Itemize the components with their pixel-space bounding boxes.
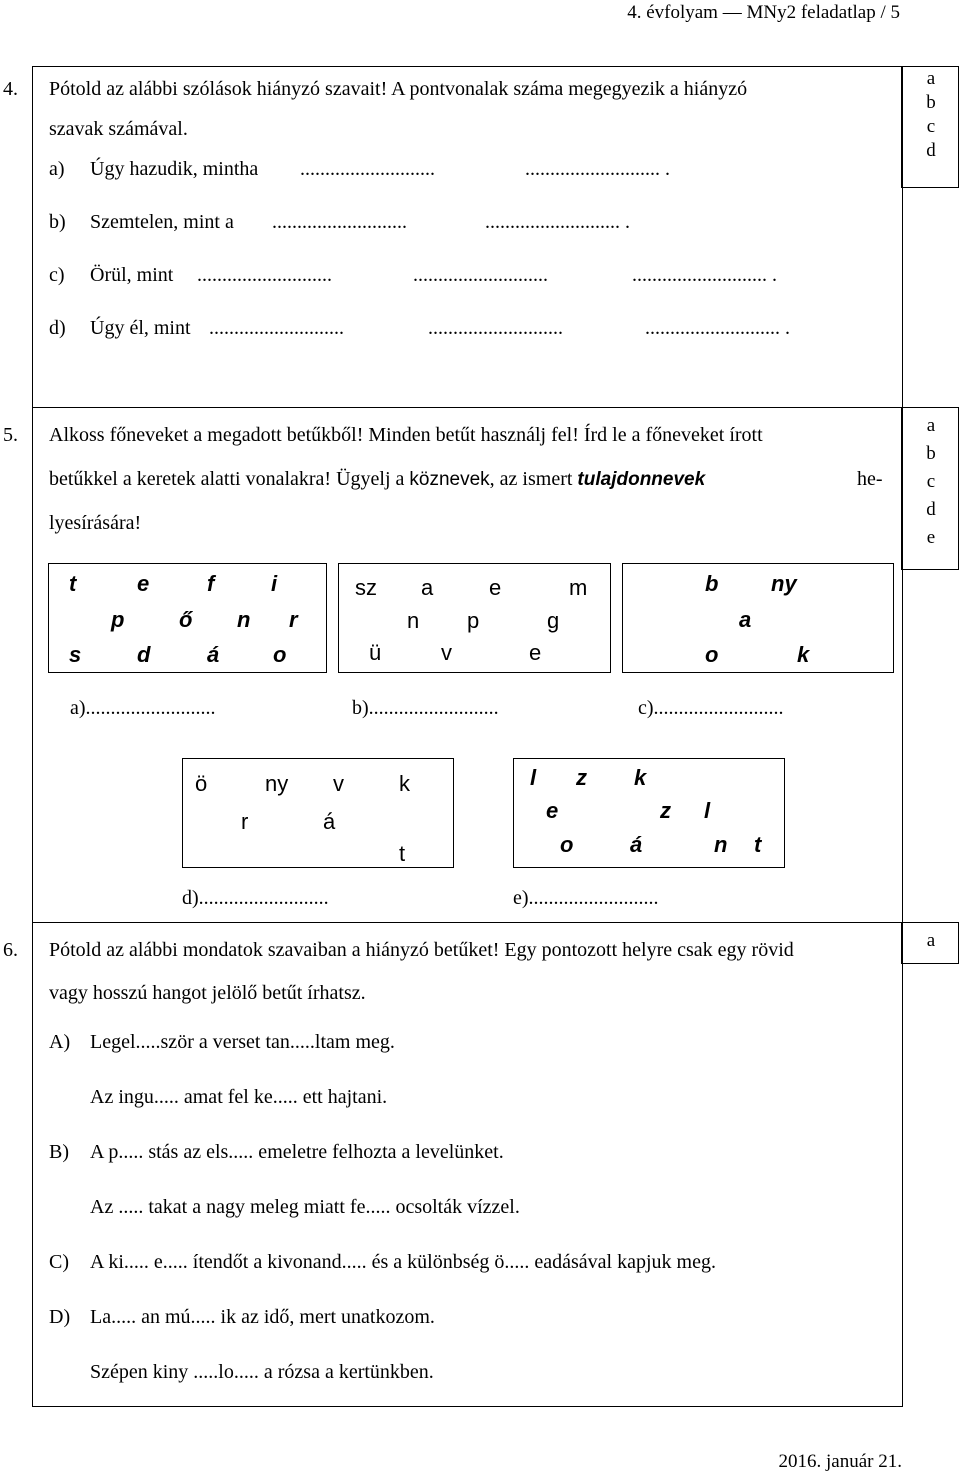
letter: á: [630, 832, 643, 857]
letter: m: [569, 575, 588, 600]
letter: f: [207, 571, 215, 596]
letter: e: [546, 798, 559, 823]
task-prompt: Pótold az alábbi mondatok szavaiban a hiányzó betűket! Egy pontozott helyre csak egy rövid: [49, 939, 794, 961]
letter: o: [705, 642, 719, 667]
letter: k: [797, 642, 810, 667]
score-box-task4: [901, 66, 959, 188]
score-label: c: [926, 471, 936, 492]
blank-line[interactable]: ...........................: [209, 317, 344, 339]
prompt-text: , az ismert: [489, 468, 573, 490]
score-box-task6: [901, 922, 959, 964]
letter: ü: [369, 640, 382, 665]
letter-box-e: [513, 758, 785, 868]
letter: k: [399, 771, 410, 796]
task-prompt: lyesírására!: [49, 512, 142, 534]
blank-line[interactable]: ...........................: [272, 211, 407, 233]
prompt-text: betűkkel a keretek alatti vonalakra! Ügyelj a: [49, 468, 405, 490]
blank-line[interactable]: ........................... .: [632, 264, 777, 286]
letter: k: [634, 765, 647, 790]
letter: ö: [195, 771, 208, 796]
letter-box-d: [182, 758, 454, 868]
fill-sentence[interactable]: Az ..... takat a nagy meleg miatt fe..... ocsolták vízzel.: [90, 1196, 520, 1218]
letter: s: [69, 642, 82, 667]
letter: p: [467, 608, 480, 633]
grid-bottom-border: [32, 1406, 902, 1407]
letter-box-b: [338, 563, 611, 673]
line-label: D): [49, 1306, 71, 1328]
blank-line[interactable]: ........................... .: [485, 211, 630, 233]
blank-line[interactable]: ........................... .: [525, 158, 670, 180]
grid-separator-4-5: [32, 407, 902, 408]
score-label: b: [926, 443, 936, 464]
letter: a: [739, 607, 752, 632]
task-prompt-line2: [49, 468, 705, 491]
letter: o: [273, 642, 287, 667]
letter: ny: [265, 771, 289, 796]
task-number: 4.: [3, 78, 18, 100]
grid-left-border: [32, 66, 33, 1407]
letter: e: [529, 640, 542, 665]
item-label: b): [49, 211, 66, 233]
item-label: c): [49, 264, 65, 286]
fill-sentence[interactable]: A ki..... e..... ítendőt a kivonand..... és a különbség ö..... eadásával kapjuk meg.: [90, 1251, 716, 1273]
letter-box-a: [48, 563, 327, 673]
letter: g: [547, 608, 560, 633]
task-number: 6.: [3, 939, 18, 961]
letter: n: [237, 607, 251, 632]
score-label: a: [926, 68, 936, 89]
line-label: A): [49, 1031, 71, 1053]
letter: z: [660, 798, 671, 823]
grid-separator-5-6: [32, 922, 902, 923]
score-box-task5: [901, 407, 959, 570]
task-prompt: Alkoss főneveket a megadott betűkből! Minden betűt használj fel! Írd le a főneveket írott: [49, 424, 763, 446]
item-label: a): [49, 158, 65, 180]
task-prompt: vagy hosszú hangot jelölő betűt írhatsz.: [49, 982, 366, 1004]
letter: e: [489, 575, 502, 600]
item-text: Örül, mint: [90, 264, 174, 286]
letter: a: [421, 575, 434, 600]
line-label: B): [49, 1141, 69, 1163]
hyphen-text: he-: [857, 468, 883, 490]
letter: á: [323, 809, 336, 834]
blank-line[interactable]: ........................... .: [645, 317, 790, 339]
answer-line-e[interactable]: e)..........................: [513, 887, 659, 909]
letter: t: [399, 841, 406, 866]
task-number: 5.: [3, 424, 18, 446]
answer-line-d[interactable]: d)..........................: [182, 887, 329, 909]
item-text: Úgy hazudik, mintha: [90, 158, 259, 180]
letter: n: [714, 832, 728, 857]
letter: v: [333, 771, 344, 796]
line-label: C): [49, 1251, 69, 1273]
blank-line[interactable]: ...........................: [413, 264, 548, 286]
letter: d: [137, 642, 151, 667]
letter: r: [241, 809, 249, 834]
score-label: a: [926, 930, 936, 951]
letter: i: [271, 571, 278, 596]
letter: r: [289, 607, 298, 632]
page-header: 4. évfolyam — MNy2 feladatlap / 5: [627, 2, 900, 23]
letter: o: [560, 832, 574, 857]
letter: l: [530, 765, 537, 790]
fill-sentence[interactable]: Az ingu..... amat fel ke..... ett hajtani.: [90, 1086, 388, 1108]
letter: ny: [771, 571, 797, 596]
fill-sentence[interactable]: A p..... stás az els..... emeletre felhozta a levelünket.: [90, 1141, 504, 1163]
answer-line-a[interactable]: a)..........................: [70, 697, 216, 719]
fill-sentence[interactable]: Szépen kiny .....lo..... a rózsa a kertünkben.: [90, 1361, 434, 1383]
score-label: a: [926, 415, 936, 436]
koznevek-word: köznevek: [409, 469, 490, 490]
page-footer-date: 2016. január 21.: [778, 1451, 902, 1472]
score-label: d: [926, 499, 936, 520]
letter: sz: [355, 575, 377, 600]
blank-line[interactable]: ...........................: [300, 158, 435, 180]
blank-line[interactable]: ...........................: [428, 317, 563, 339]
tulajdonnevek-word: tulajdonnevek: [577, 469, 706, 490]
score-label: e: [926, 527, 936, 548]
letter: á: [207, 642, 220, 667]
letter: n: [407, 608, 420, 633]
grid-divider: [902, 66, 903, 1407]
score-label: b: [926, 92, 936, 113]
letter: v: [441, 640, 452, 665]
answer-line-b[interactable]: b)..........................: [352, 697, 499, 719]
task-prompt: Pótold az alábbi szólások hiányzó szavait! A pontvonalak száma megegyezik a hiányzó: [49, 78, 748, 100]
letter: t: [69, 571, 77, 596]
letter: t: [754, 832, 762, 857]
item-text: Szemtelen, mint a: [90, 211, 234, 233]
task-prompt: szavak számával.: [49, 118, 188, 140]
item-label: d): [49, 317, 66, 339]
answer-line-c[interactable]: c)..........................: [638, 697, 784, 719]
letter: ő: [179, 607, 193, 632]
item-text: Úgy él, mint: [90, 317, 191, 339]
grid-top-border: [32, 66, 902, 67]
score-label: d: [926, 140, 936, 161]
letter-box-c: [622, 563, 894, 673]
letter: z: [576, 765, 587, 790]
blank-line[interactable]: ...........................: [197, 264, 332, 286]
fill-sentence[interactable]: La..... an mú..... ik az idő, mert unatkozom.: [90, 1306, 435, 1328]
letter: b: [705, 571, 719, 596]
letter: l: [704, 798, 711, 823]
fill-sentence[interactable]: Legel.....ször a verset tan.....ltam meg.: [90, 1031, 395, 1053]
letter: e: [137, 571, 150, 596]
letter: p: [111, 607, 125, 632]
score-label: c: [926, 116, 936, 137]
